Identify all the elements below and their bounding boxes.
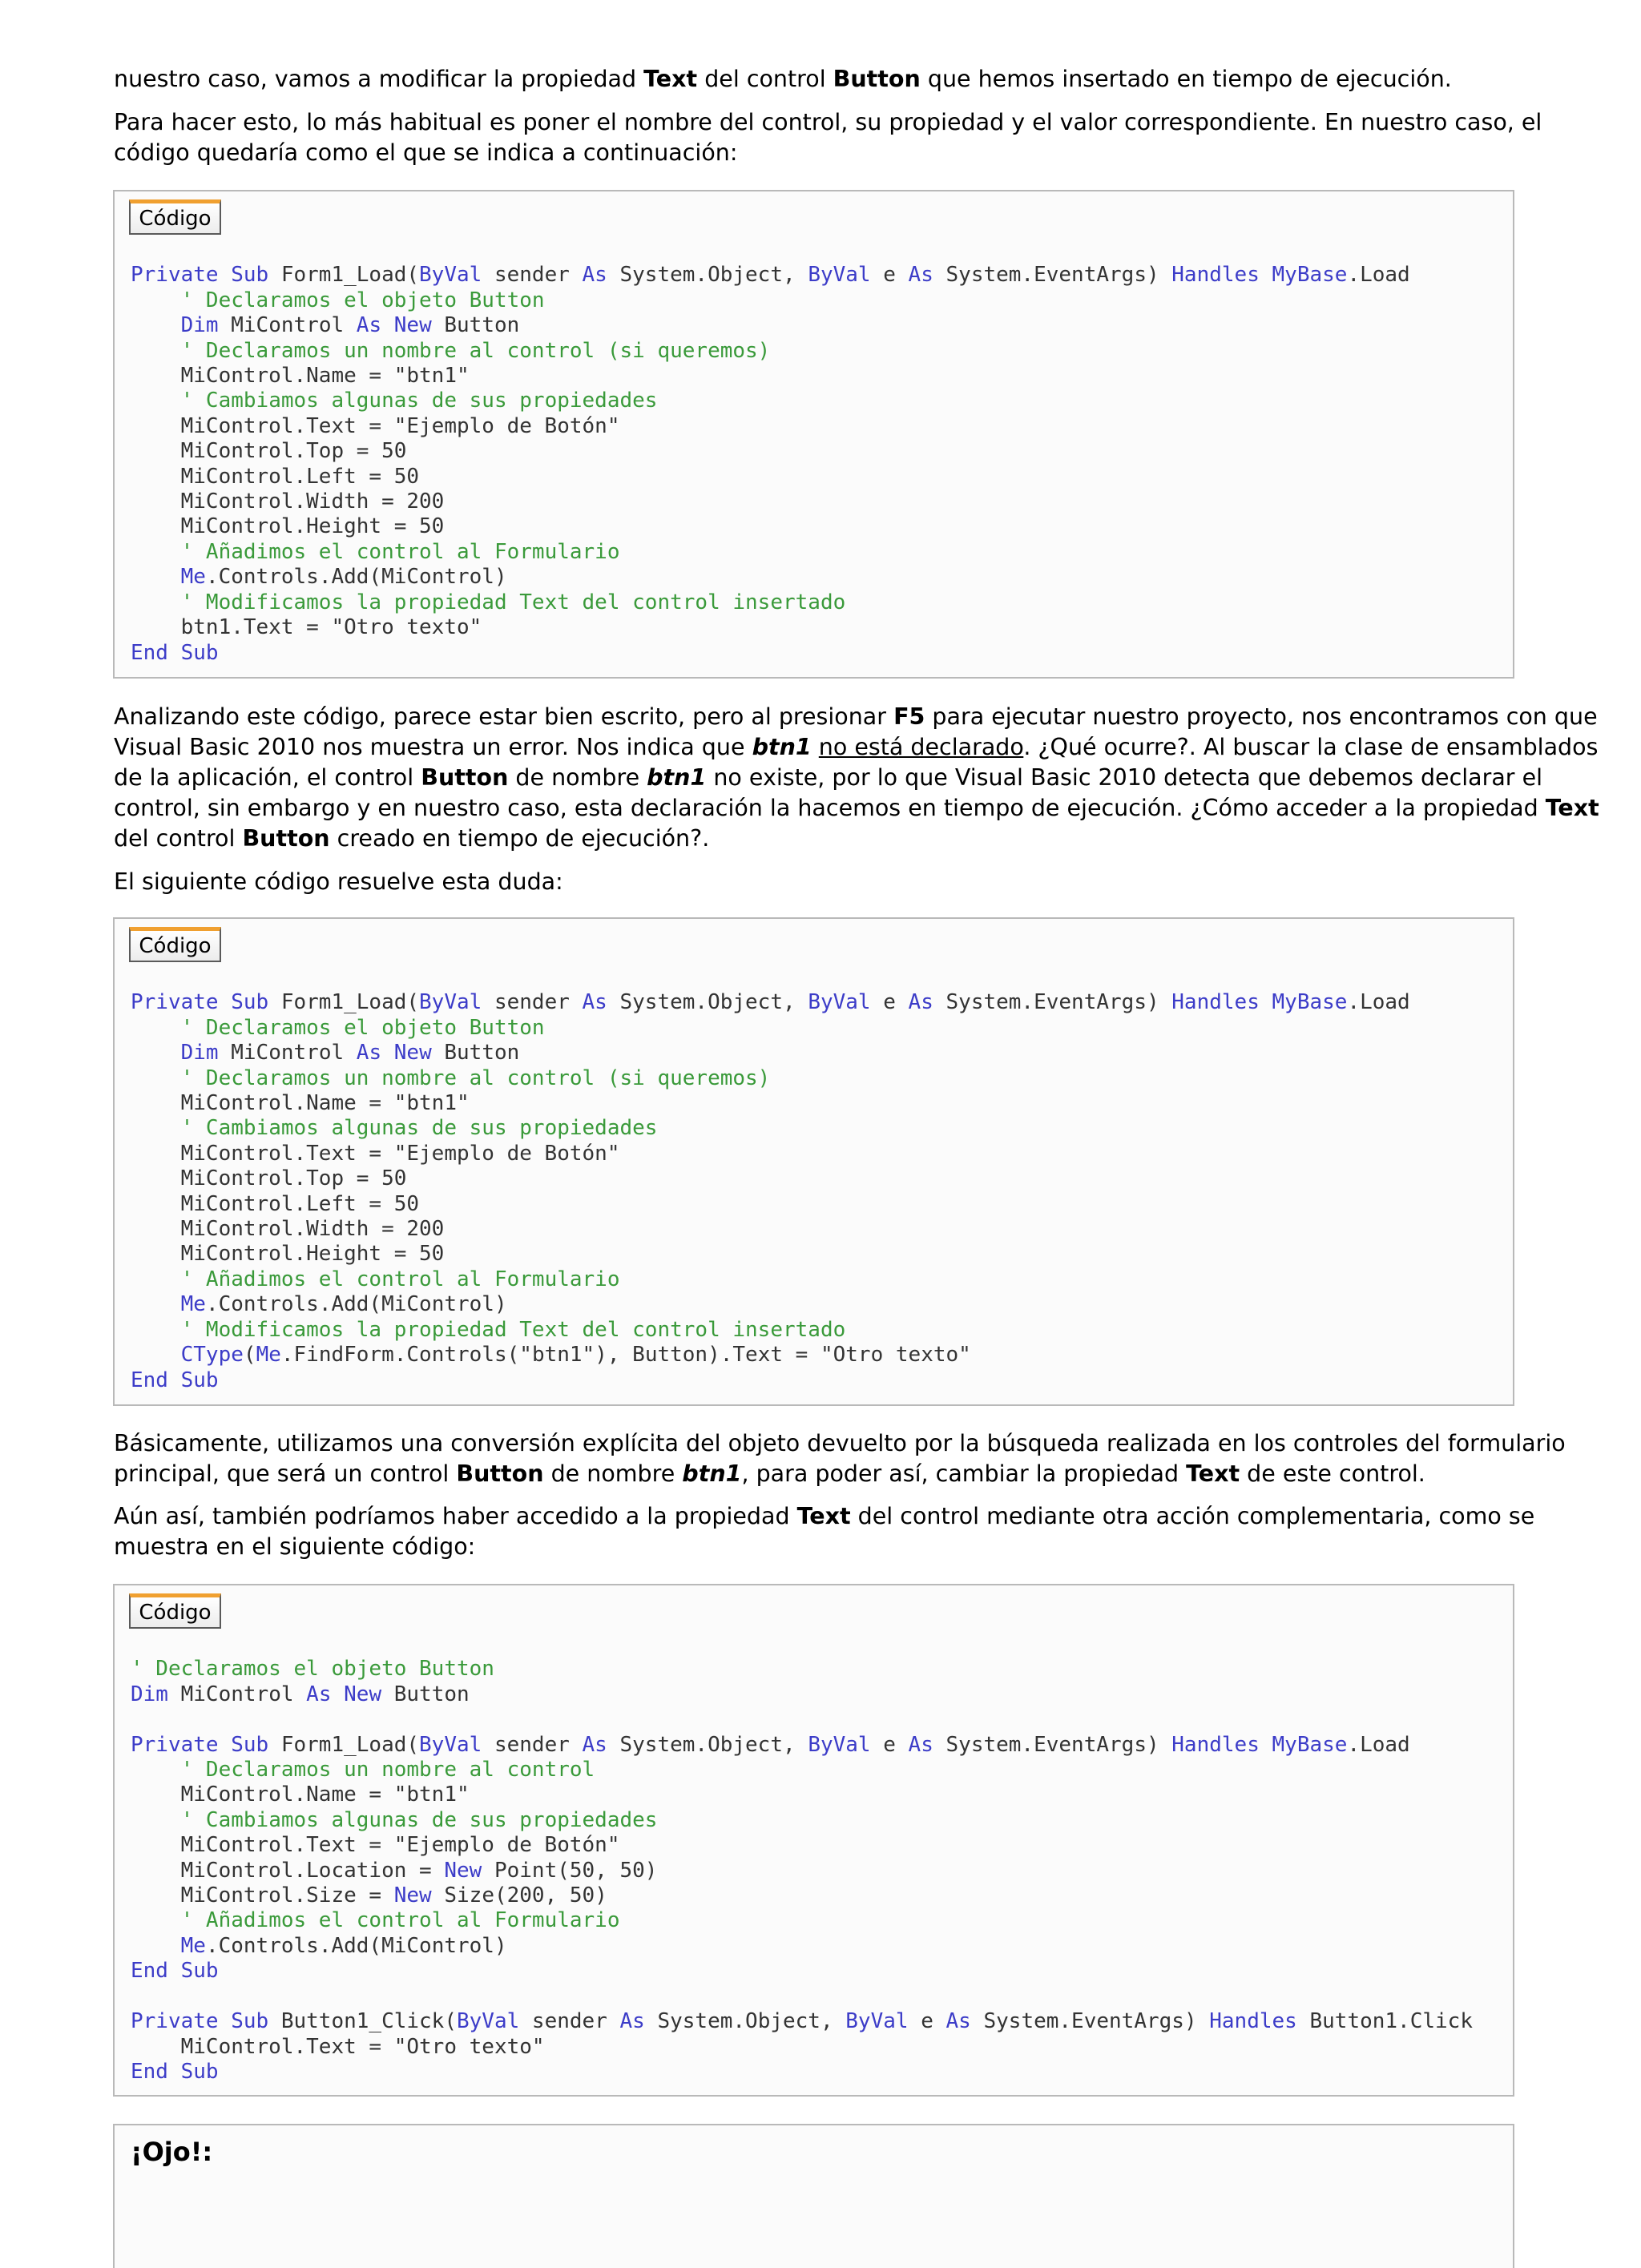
code-listing: ' Declaramos el objeto Button Dim MiControl As New Button Private Sub Form1_Load(ByVal sender As System.Object, ByVal e As System.EventArgs) Handles MyBase.Load ' Declaramos un nombre al control MiControl.Name = "btn1" ' Cambiamos algunas de sus propiedades MiControl.Text = "Ejemplo de Botón" MiControl.Location = New Point(50, 50) MiControl.Size = New Size(200, 50) ' Añadimos el control al Formulario Me.Controls.Add(MiControl) End Sub Private Sub Button1_Click(ByVal sender As System.Object, ByVal e As System.EventArgs) Handles Button1.Click MiControl.Text = "Otro texto" End Sub bbox=[131, 1657, 1473, 2084]
paragraph: Aún así, también podríamos haber accedido a la propiedad Text del control mediante otra acción complementaria, como se muestra en el siguiente código: bbox=[114, 1503, 1535, 1560]
note-box bbox=[113, 2124, 1514, 2268]
paragraph: Analizando este código, parece estar bien escrito, pero al presionar F5 para ejecutar nuestro proyecto, nos encontramos con que Visual Basic 2010 nos muestra un error. Nos indica que btn1 no está declarado. ¿Qué ocurre?. Al buscar la clase de ensamblados de la aplicación, el control Button de nombre btn1 no existe, por lo que Visual Basic 2010 detecta que debemos declarar el control, sin embargo y en nuestro caso, esta declaración la hacemos en tiempo de ejecución. ¿Cómo acceder a la propiedad Text del control Button creado en tiempo de ejecución?. bbox=[114, 703, 1599, 852]
code-listing: Private Sub Form1_Load(ByVal sender As System.Object, ByVal e As System.EventArgs) Handles MyBase.Load ' Declaramos el objeto Button Dim MiControl As New Button ' Declaramos un nombre al control (si queremos) MiControl.Name = "btn1" ' Cambiamos algunas de sus propiedades MiControl.Text = "Ejemplo de Botón" MiControl.Top = 50 MiControl.Left = 50 MiControl.Width = 200 MiControl.Height = 50 ' Añadimos el control al Formulario Me.Controls.Add(MiControl) ' Modificamos la propiedad Text del control insertado btn1.Text = "Otro texto" End Sub bbox=[131, 263, 1410, 665]
paragraph: El siguiente código resuelve esta duda: bbox=[114, 868, 563, 895]
code-box bbox=[113, 190, 1514, 679]
code-label-button[interactable]: Código bbox=[129, 1593, 221, 1629]
code-box bbox=[113, 1584, 1514, 2097]
note-title: ¡Ojo!: bbox=[131, 2137, 213, 2167]
paragraph: Para hacer esto, lo más habitual es poner el nombre del control, su propiedad y el valor correspondiente. En nuestro caso, el código quedaría como el que se indica a continuación: bbox=[114, 109, 1542, 166]
code-box bbox=[113, 917, 1514, 1406]
code-label-button[interactable]: Código bbox=[129, 927, 221, 962]
code-listing: Private Sub Form1_Load(ByVal sender As System.Object, ByVal e As System.EventArgs) Handles MyBase.Load ' Declaramos el objeto Button Dim MiControl As New Button ' Declaramos un nombre al control (si queremos) MiControl.Name = "btn1" ' Cambiamos algunas de sus propiedades MiControl.Text = "Ejemplo de Botón" MiControl.Top = 50 MiControl.Left = 50 MiControl.Width = 200 MiControl.Height = 50 ' Añadimos el control al Formulario Me.Controls.Add(MiControl) ' Modificamos la propiedad Text del control insertado CType(Me.FindForm.Controls("btn1"), Button).Text = "Otro texto" End Sub bbox=[131, 990, 1410, 1392]
paragraph: nuestro caso, vamos a modificar la propiedad Text del control Button que hemos insertado en tiempo de ejecución. bbox=[114, 66, 1452, 92]
paragraph: Básicamente, utilizamos una conversión explícita del objeto devuelto por la búsqueda realizada en los controles del formulario principal, que será un control Button de nombre btn1, para poder así, cambiar la propiedad Text de este control. bbox=[114, 1430, 1566, 1487]
code-label-button[interactable]: Código bbox=[129, 199, 221, 235]
